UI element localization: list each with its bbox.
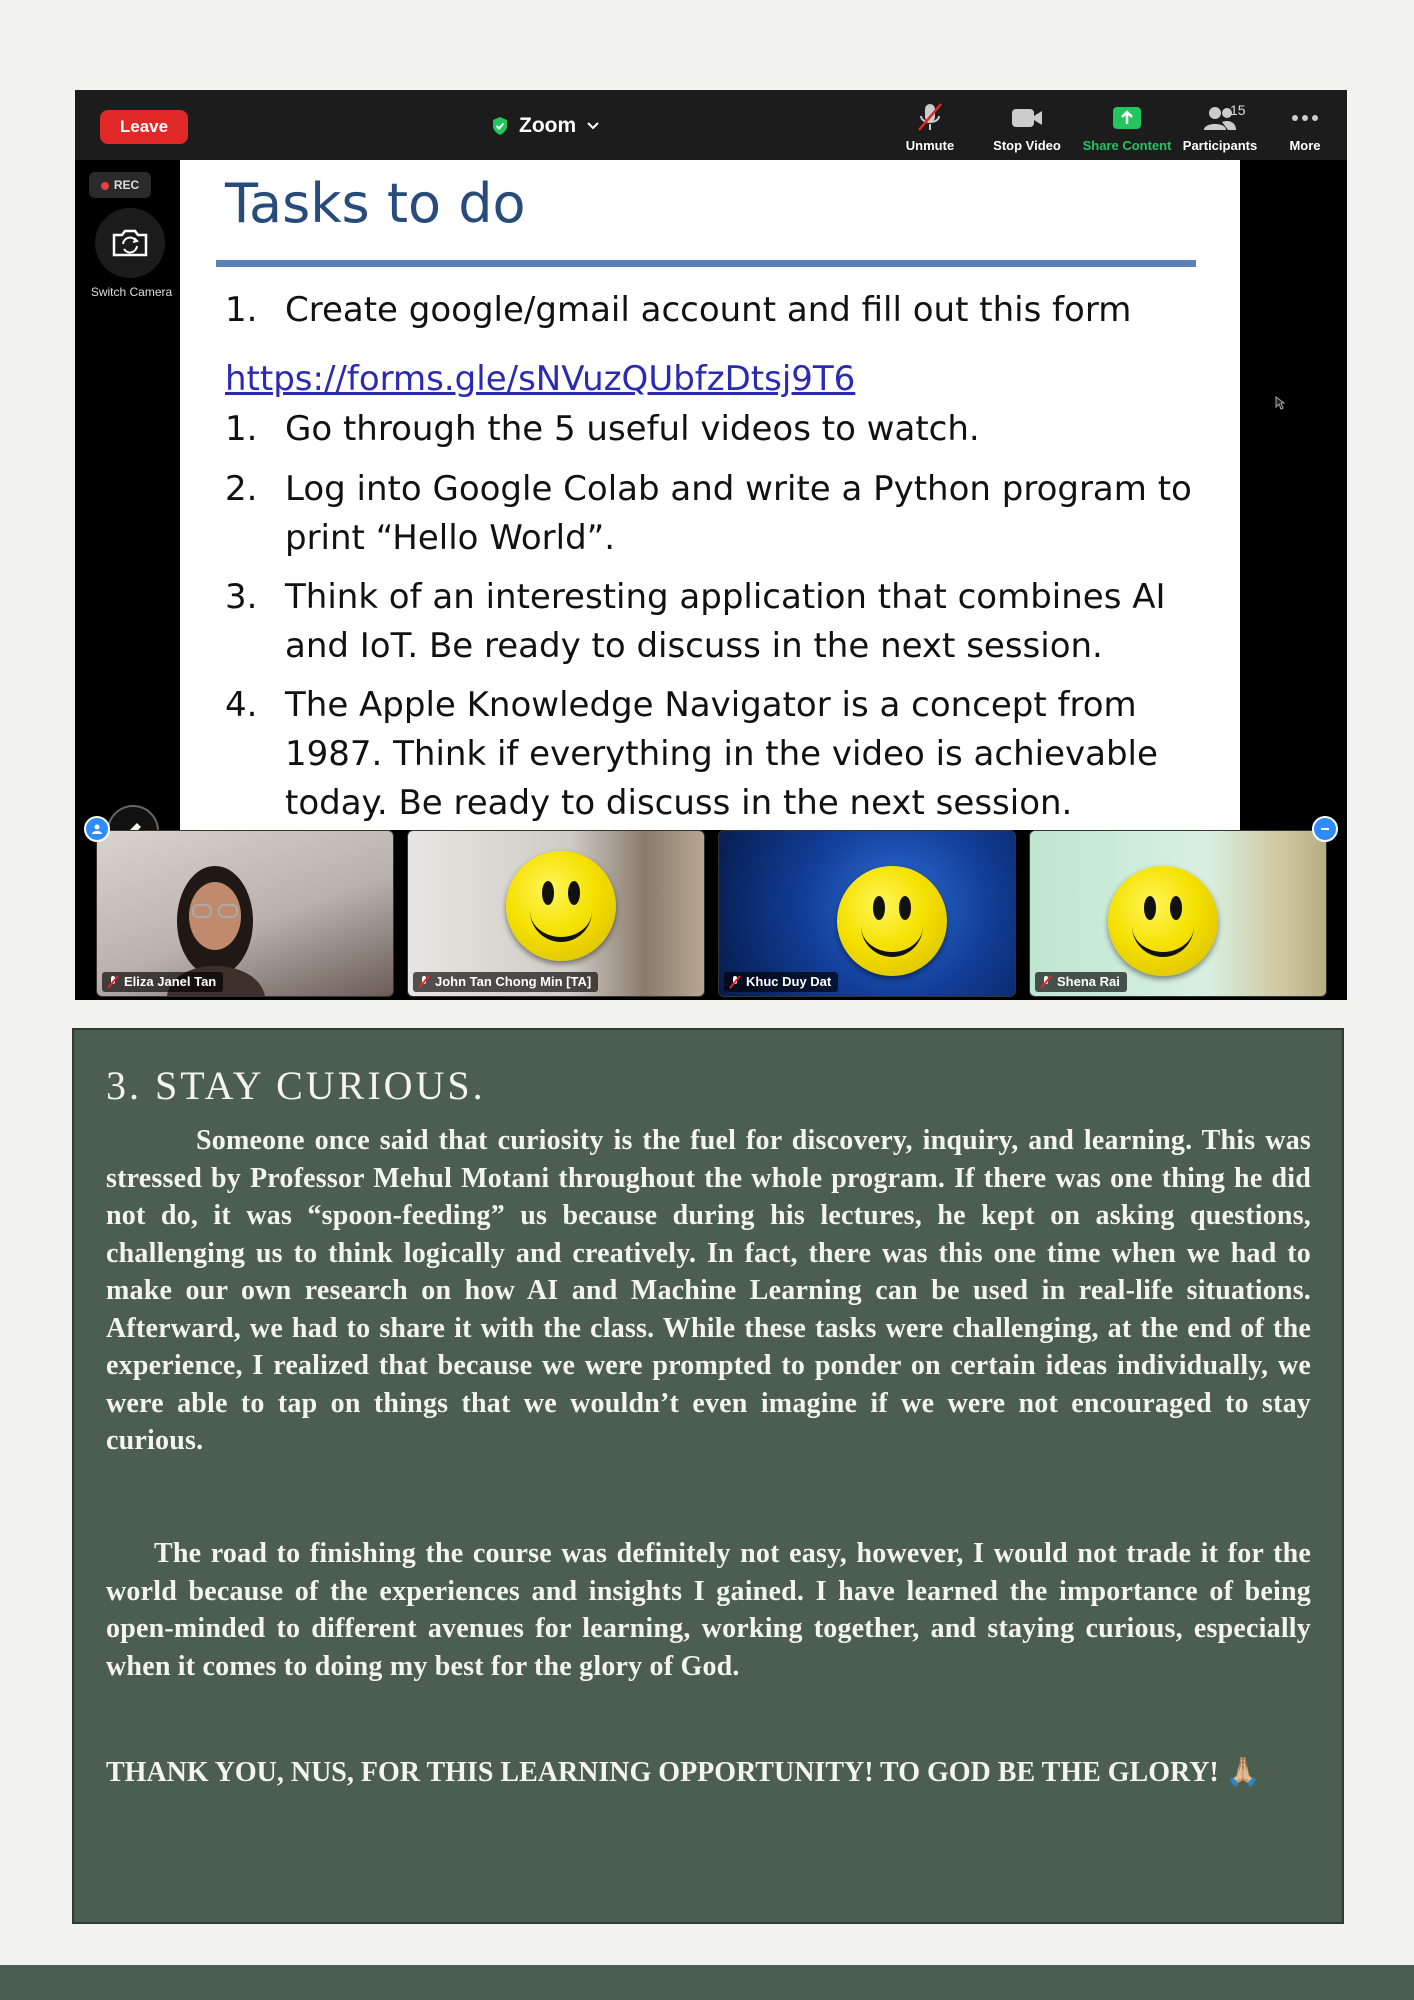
task-number: 4. — [225, 685, 258, 725]
shared-slide — [180, 160, 1240, 920]
participants-button[interactable] — [1165, 102, 1275, 153]
task-number: 1. — [225, 409, 258, 449]
closing-statement: THANK YOU, NUS, FOR THIS LEARNING OPPORTUNITY! TO GOD BE THE GLORY! 🙏🏼 — [106, 1757, 1261, 1788]
participants-count: 15 — [1230, 102, 1246, 118]
leave-button[interactable]: Leave — [100, 110, 188, 144]
slide-title: Tasks to do — [225, 172, 526, 235]
participant-name: Shena Rai — [1057, 974, 1120, 989]
more-label: More — [1289, 138, 1321, 153]
stay-curious-section — [72, 1028, 1344, 1924]
smiley-face-icon — [506, 851, 616, 961]
video-tile[interactable] — [1029, 830, 1327, 997]
shield-check-icon — [491, 116, 509, 136]
participant-name-tag — [1035, 972, 1127, 992]
participant-name-tag — [102, 972, 223, 992]
participant-name: Khuc Duy Dat — [746, 974, 832, 989]
mouse-cursor-icon — [1275, 396, 1285, 410]
muted-mic-icon — [418, 975, 430, 989]
share-content-button[interactable] — [1077, 102, 1177, 153]
meeting-title-label: Zoom — [519, 114, 577, 137]
video-tile[interactable] — [96, 830, 394, 997]
minus-icon — [1319, 823, 1331, 835]
stop-video-button[interactable] — [977, 102, 1077, 153]
person-icon — [91, 823, 103, 835]
unmute-button[interactable] — [890, 102, 970, 153]
minimize-strip-button[interactable] — [1312, 816, 1338, 842]
zoom-toolbar — [75, 90, 1347, 160]
paragraph: Someone once said that curiosity is the fuel for discovery, inquiry, and learning. This was stressed by Professor Mehul Motani throughout the whole program. If there was one thing he did not do, it was “spoon-feeding” us because during his lectures, he kept on asking questions, challenging us to think logically and creatively. In fact, there was this one time when we had to make our own research on how AI and Machine Learning can be used in real-life situations. Afterward, we had to share it with the class. While these tasks were challenging, at the end of the experience, I realized that because we were prompted to ponder on certain ideas individually, we were able to tap on things that we wouldn’t even imagine if we were not encouraged to stay curious. — [106, 1125, 1311, 1456]
participant-name-tag — [724, 972, 838, 992]
muted-microphone-icon — [913, 102, 947, 134]
task-text: Go through the 5 useful videos to watch. — [285, 409, 980, 449]
zoom-screenshot — [75, 90, 1347, 1000]
switch-camera-button[interactable] — [95, 208, 165, 278]
participant-name: Eliza Janel Tan — [124, 974, 217, 989]
section-heading: 3. STAY CURIOUS. — [106, 1063, 486, 1108]
participants-label: Participants — [1182, 138, 1258, 153]
task-text: Create google/gmail account and fill out this form — [285, 290, 1132, 330]
gallery-view-button[interactable] — [84, 816, 110, 842]
task-text: Log into Google Colab and write a Python program to print “Hello World”. — [285, 469, 1192, 558]
record-dot-icon — [101, 182, 109, 190]
switch-camera-label: Switch Camera — [90, 285, 173, 299]
smiley-face-icon — [837, 866, 947, 976]
unmute-label: Unmute — [905, 138, 955, 153]
more-dots-icon — [1290, 113, 1320, 123]
form-link[interactable]: https://forms.gle/sNVuzQUbfzDtsj9T6 — [225, 359, 856, 399]
muted-mic-icon — [729, 975, 741, 989]
paragraph: The road to finishing the course was definitely not easy, however, I would not trade it for the world because of the experiences and insights I gained. I have learned the importance of being open-minded to different avenues for learning, working together, and staying curious, especially when it comes to doing my best for the glory of God. — [106, 1538, 1311, 1682]
task-text: Think of an interesting application that combines AI and IoT. Be ready to discuss in the next session. — [285, 577, 1166, 666]
participant-name: John Tan Chong Min [TA] — [435, 974, 592, 989]
muted-mic-icon — [107, 975, 119, 989]
chevron-down-icon — [586, 121, 600, 131]
share-arrow-icon — [1110, 105, 1144, 131]
recording-label: REC — [113, 178, 140, 192]
meeting-title[interactable] — [491, 112, 600, 140]
stop-video-label: Stop Video — [993, 138, 1061, 153]
footer-band — [0, 1965, 1414, 2000]
participant-video-strip — [75, 830, 1347, 1000]
video-camera-icon — [1010, 106, 1044, 130]
more-button[interactable] — [1280, 102, 1330, 153]
share-content-label: Share Content — [1082, 138, 1172, 153]
video-tile[interactable] — [407, 830, 705, 997]
slide-divider — [216, 260, 1196, 267]
muted-mic-icon — [1040, 975, 1052, 989]
task-number: 1. — [225, 290, 258, 330]
switch-camera-icon — [110, 227, 150, 259]
task-text: The Apple Knowledge Navigator is a concept from 1987. Think if everything in the video is achievable today. Be ready to discuss in the next session. — [285, 685, 1158, 823]
recording-badge — [89, 172, 151, 198]
video-tile[interactable] — [718, 830, 1016, 997]
participant-name-tag — [413, 972, 598, 992]
task-number: 2. — [225, 469, 258, 509]
camera-sidebar — [75, 160, 180, 920]
smiley-face-icon — [1108, 866, 1218, 976]
task-number: 3. — [225, 577, 258, 617]
